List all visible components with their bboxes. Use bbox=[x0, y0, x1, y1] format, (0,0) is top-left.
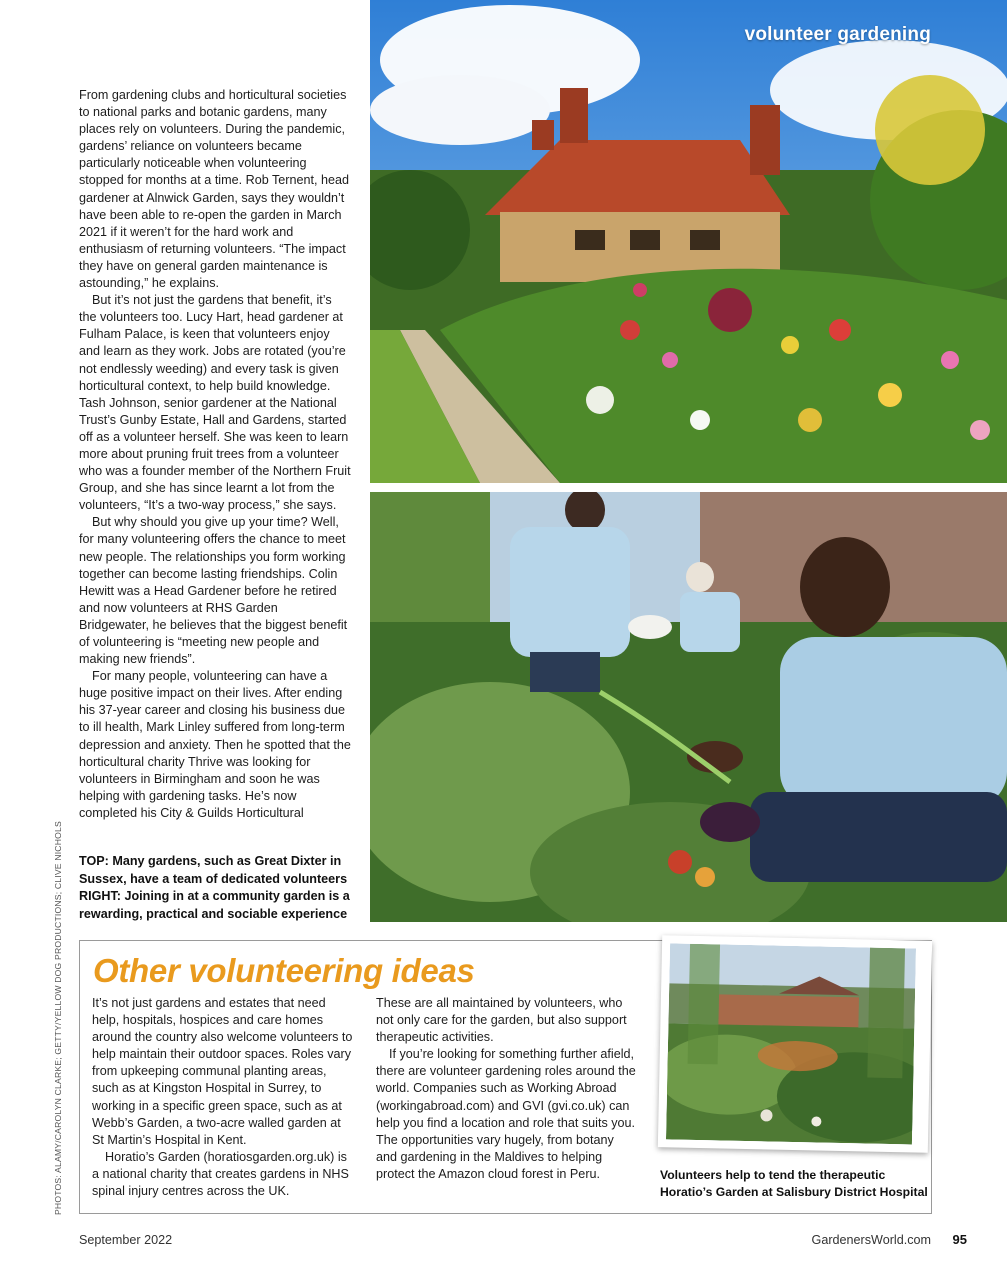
caption-right-label: RIGHT: bbox=[79, 889, 121, 903]
article-paragraph: But it’s not just the gardens that benefit, it’s the volunteers too. Lucy Hart, head gardener at Fulham Palace, is keen that volunteers enjoy and learn as they work. Jobs are rotated (you’re not endlessly weeding) and every task is given horticultural context, to help build knowledge. Tash Johnson, senior gardener at the National Trust’s Gunby Estate, Hall and Gardens, started off as a volunteer herself. She was keen to learn more about pruning fruit trees from a volunteer who was a founder member of the Northern Fruit Group, and she has since learnt a lot from the volunteers, “It’s a two-way process,” she says. bbox=[79, 293, 351, 513]
article-paragraph: But why should you give up your time? Well, for many volunteering offers the chance to meet new people. The relationships you form working together can become lasting friendships. Colin Hewitt was a Head Gardener before he retired and now volunteers at RHS Garden Bridgewater, he believes that the biggest benefit of volunteering is “meeting new people and making new friends”. bbox=[79, 515, 348, 667]
box-column-2 bbox=[376, 995, 638, 1183]
footer-date: September 2022 bbox=[79, 1233, 173, 1247]
caption-top bbox=[79, 853, 354, 888]
article-body bbox=[79, 87, 351, 822]
box-paragraph: If you’re looking for something further afield, there are volunteer gardening roles around the world. Companies such as Working Abroad (workingabroad.com) and GVI (gvi.co.uk) can help you find a location and role that suits you. The opportunities vary hugely, from botany and gardening in the Maldives to helping protect the Amazon cloud forest in Peru. bbox=[376, 1047, 636, 1181]
photo-captions bbox=[79, 853, 354, 923]
caption-right-text: Joining in at a community garden is a rewarding, practical and sociable experience bbox=[79, 889, 350, 921]
section-label: volunteer gardening bbox=[744, 24, 931, 45]
article-paragraph: From gardening clubs and horticultural societies to national parks and botanic gardens, many places rely on volunteers. During the pandemic, gardens’ reliance on volunteers became particularly noticeable when volunteering stopped for months at a time. Rob Ternent, head gardener at Alnwick Garden, says they wouldn’t have been able to re-open the garden in March 2021 if it weren’t for the hard work and enthusiasm of returning volunteers. “The impact they have on general garden maintenance is astounding,” he explains. bbox=[79, 88, 349, 291]
footer-site: GardenersWorld.com bbox=[811, 1233, 931, 1247]
box-paragraph: Horatio’s Garden (horatiosgarden.org.uk) is a national charity that creates gardens in NHS spinal injury centres across the UK. bbox=[92, 1149, 349, 1199]
page-number: 95 bbox=[952, 1232, 967, 1247]
box-column-1 bbox=[92, 995, 354, 1200]
caption-top-label: TOP: bbox=[79, 854, 109, 868]
photo-credit: PHOTOS: ALAMY/CAROLYN CLARKE; GETTY/YELLOW DOG PRODUCTIONS; CLIVE NICHOLS bbox=[53, 821, 63, 1215]
photo-horatios-garden bbox=[658, 935, 932, 1153]
box-title: Other volunteering ideas bbox=[93, 952, 475, 989]
box-photo-caption: Volunteers help to tend the therapeutic Horatio’s Garden at Salisbury District Hospital bbox=[660, 1168, 928, 1199]
article-paragraph: For many people, volunteering can have a huge positive impact on their lives. After ending his 37-year career and closing his business due to ill health, Mark Linley suffered from long-term depression and anxiety. Then he spotted that the horticultural charity Thrive was looking for volunteers in Birmingham and soon he was helping with gardening tasks. He’s now completed his City & Guilds Horticultural bbox=[79, 669, 351, 820]
photo-great-dixter bbox=[370, 0, 1007, 483]
box-paragraph: It’s not just gardens and estates that need help, hospitals, hospices and care homes around the country also welcome volunteers to help maintain their outdoor spaces. Roles vary from upkeeping communal planting areas, such as at Kingston Hospital in Surrey, to working in a specific green space, such as at Webb’s Garden, a two-acre walled garden at St Martin’s Hospital in Kent. bbox=[92, 996, 353, 1147]
photo-community-garden bbox=[370, 492, 1007, 922]
box-paragraph: These are all maintained by volunteers, who not only care for the garden, but also support therapeutic activities. bbox=[376, 996, 627, 1045]
caption-right bbox=[79, 888, 354, 923]
caption-top-text: Many gardens, such as Great Dixter in Sussex, have a team of dedicated volunteers bbox=[79, 854, 348, 886]
